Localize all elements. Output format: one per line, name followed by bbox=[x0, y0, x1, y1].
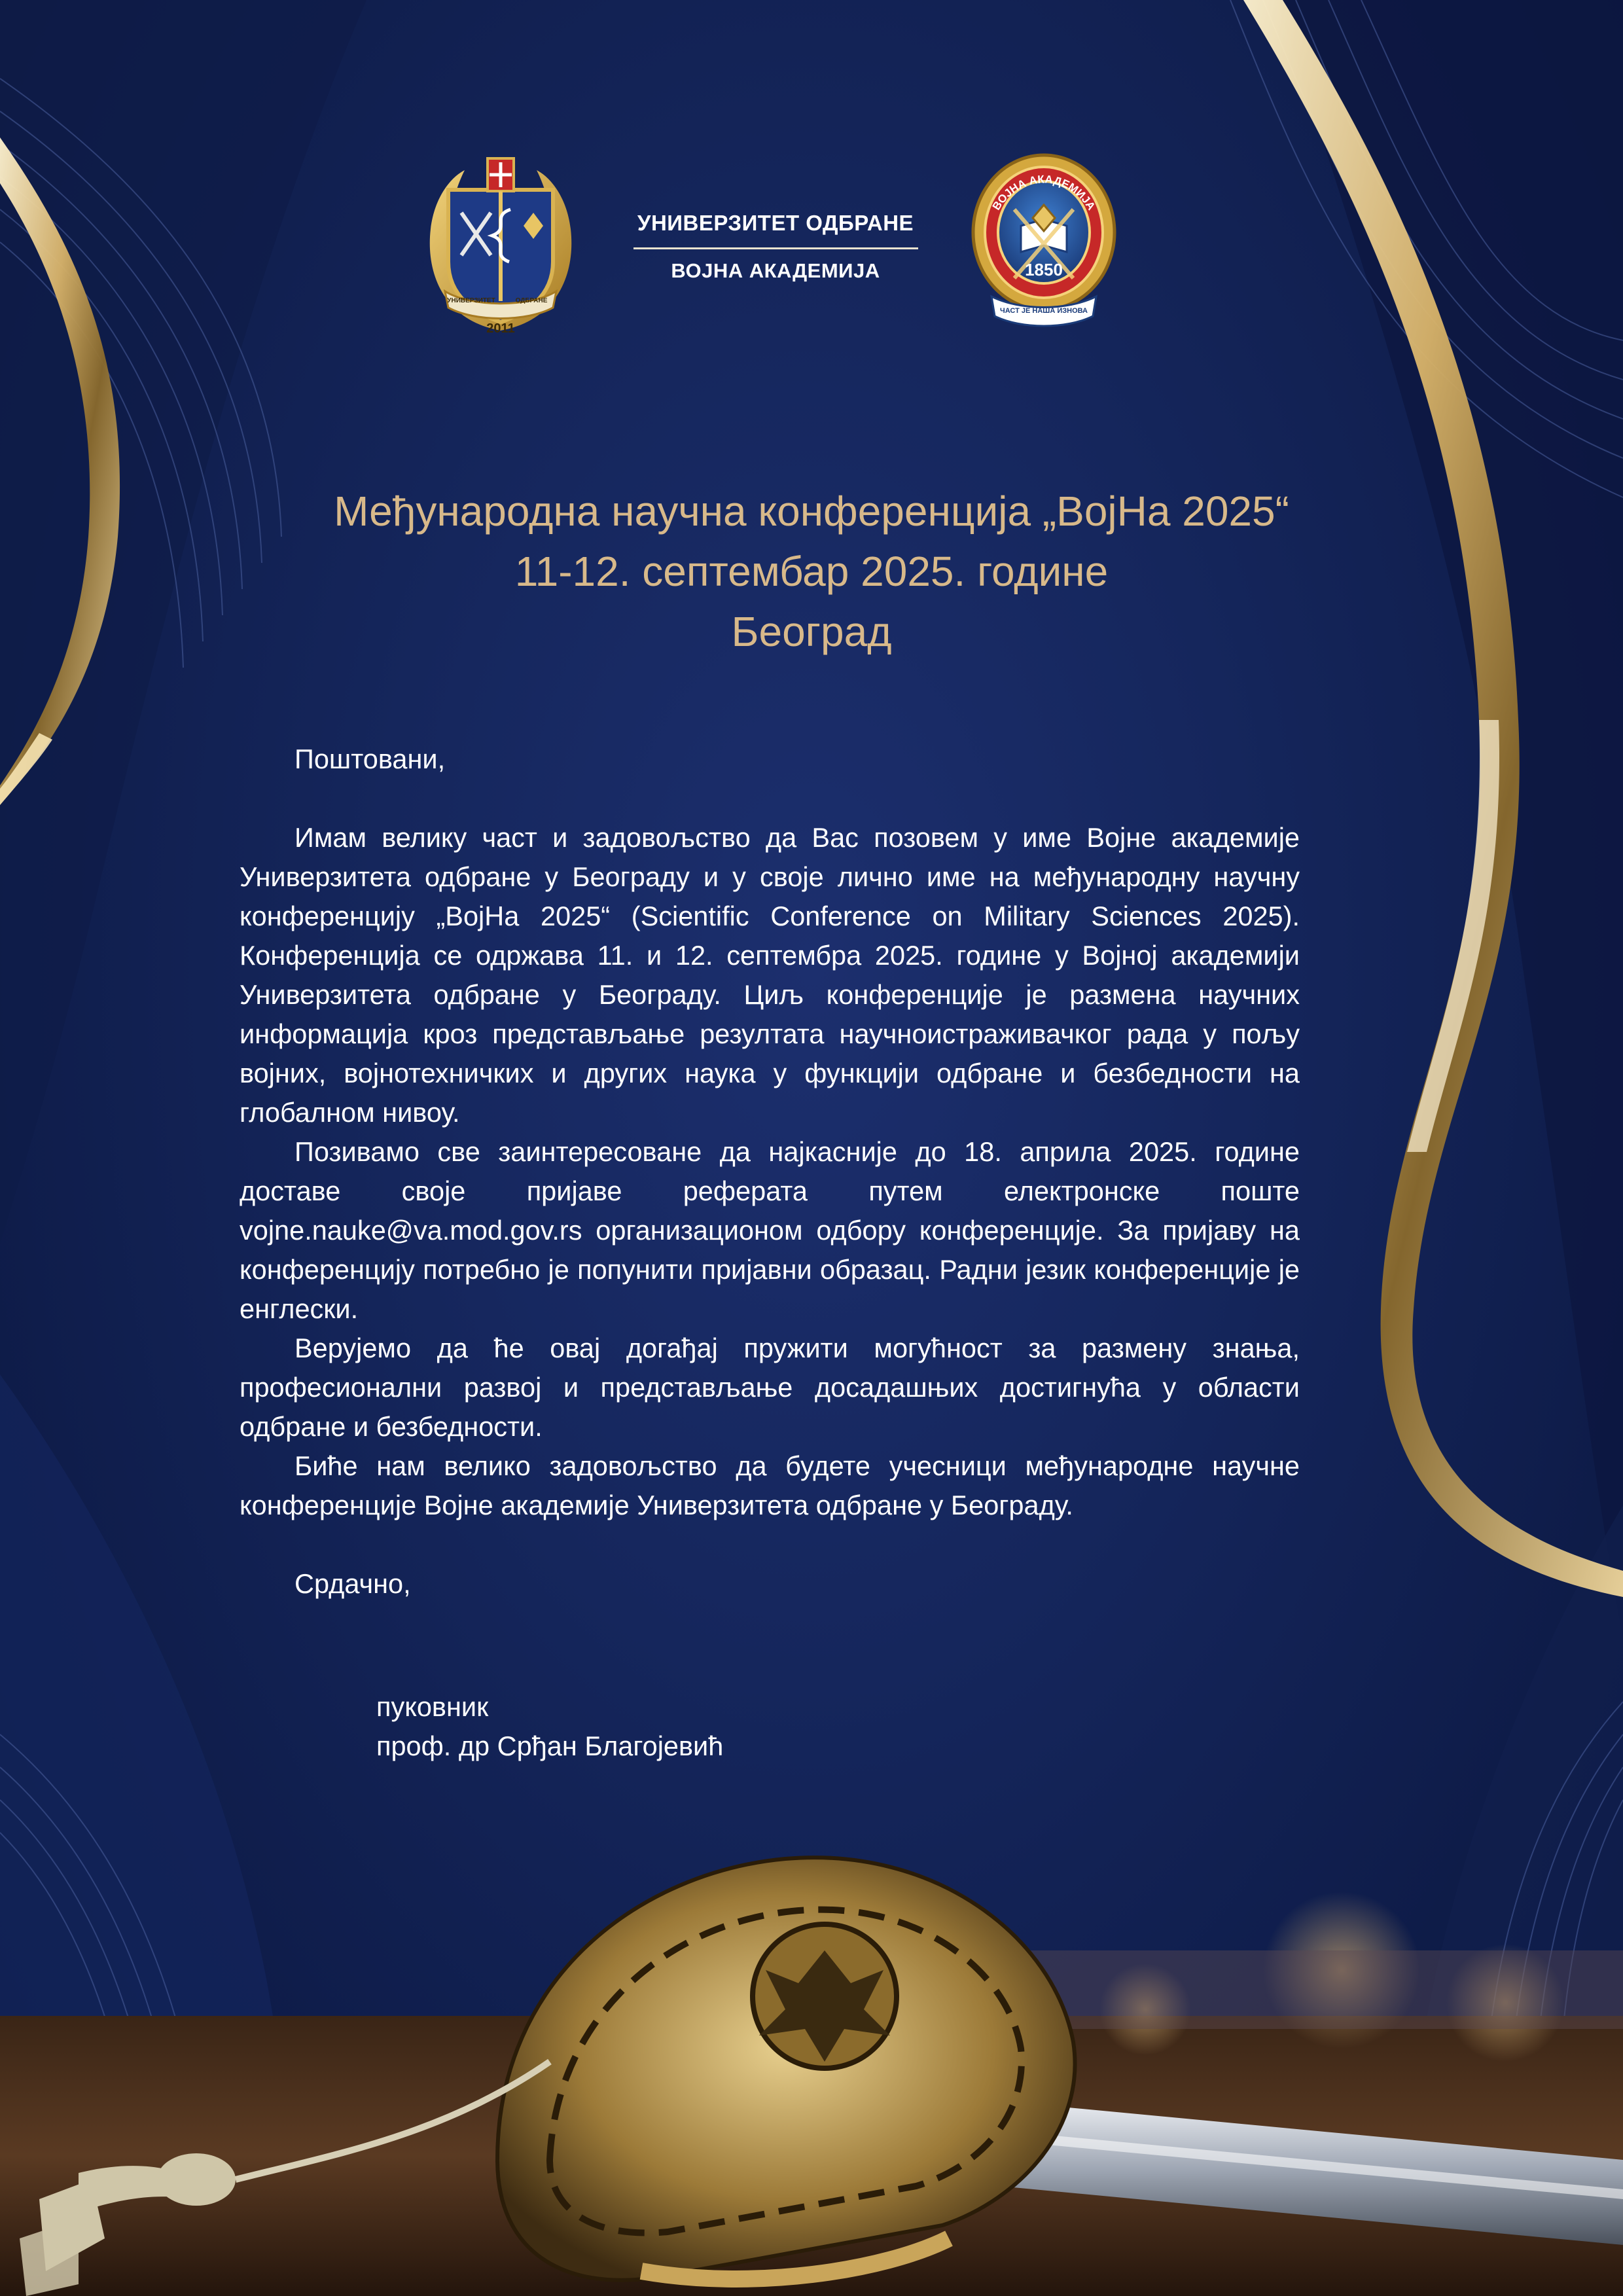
letter-paragraph-3: Верујемо да ће овај догађај пружити могућност за размену знања, професионални развој и представљање досадашњих достигнућа у области одбране и безбедности. bbox=[240, 1333, 1300, 1442]
conference-title bbox=[157, 481, 1466, 662]
emblem-year-1850: 1850 bbox=[1025, 260, 1063, 279]
letter-closing: Срдачно, bbox=[294, 1568, 411, 1599]
letter-paragraph-1: Имам велику част и задовољство да Вас позовем у име Војне академије Универзитета одбране у Београду и у своје лично име на међународну научну конференцију „ВојНа 2025“ (Scientific Conference on Military Sciences 2025). Конференција се одржава 11. и 12. септембра 2025. године у Војној академији Универзитета одбране у Београду. Циљ конференције је размена научних информација кроз представљање резултата научноистраживачког рада у пољу војних, војнотехничких и других наука у функцији одбране и безбедности на глобалном нивоу. bbox=[240, 822, 1300, 1128]
academy-name: ВОЈНА АКАДЕМИЈА bbox=[671, 259, 880, 282]
university-name: УНИВЕРЗИТЕТ ОДБРАНЕ bbox=[637, 211, 914, 235]
emblem-top-text: ВОЈНА АКАДЕМИЈА bbox=[990, 173, 1098, 213]
title-city: Београд bbox=[731, 608, 892, 655]
title-line-1: Међународна научна конференција „ВојНа 2025“ bbox=[334, 488, 1289, 535]
military-academy-emblem bbox=[969, 147, 1119, 334]
emblem-motto: ЧАСТ ЈЕ НАША ИЗНОВА bbox=[1000, 307, 1088, 315]
letter-body bbox=[240, 740, 1300, 1604]
header-divider bbox=[633, 247, 918, 249]
letter-greeting: Поштовани, bbox=[294, 744, 446, 774]
signature-block bbox=[376, 1687, 723, 1766]
title-date: 11-12. септембар 2025. године bbox=[514, 548, 1109, 595]
letter-paragraph-4: Биће нам велико задовољство да будете учесници међународне научне конференције Војне академије Универзитета одбране у Београду. bbox=[240, 1450, 1300, 1520]
signatory-rank: пуковник bbox=[376, 1691, 489, 1722]
emblem-year-2011: 2011 bbox=[486, 321, 515, 336]
signatory-name: проф. др Срђан Благојевић bbox=[376, 1731, 724, 1761]
university-of-defence-emblem bbox=[419, 151, 582, 340]
svg-text:УНИВЕРЗИТЕТ: УНИВЕРЗИТЕТ bbox=[447, 297, 495, 304]
svg-text:ОДБРАНЕ: ОДБРАНЕ bbox=[515, 297, 548, 304]
letter-paragraph-2: Позивамо све заинтересоване да најкасније до 18. априла 2025. године доставе своје пријаве реферата путем електронске поште vojne.nauke@va.mod.gov.rs организационом одбору конференције. За пријаву на конференцију потребно је попунити пријавни образац. Радни језик конференције је енглески. bbox=[240, 1136, 1300, 1324]
